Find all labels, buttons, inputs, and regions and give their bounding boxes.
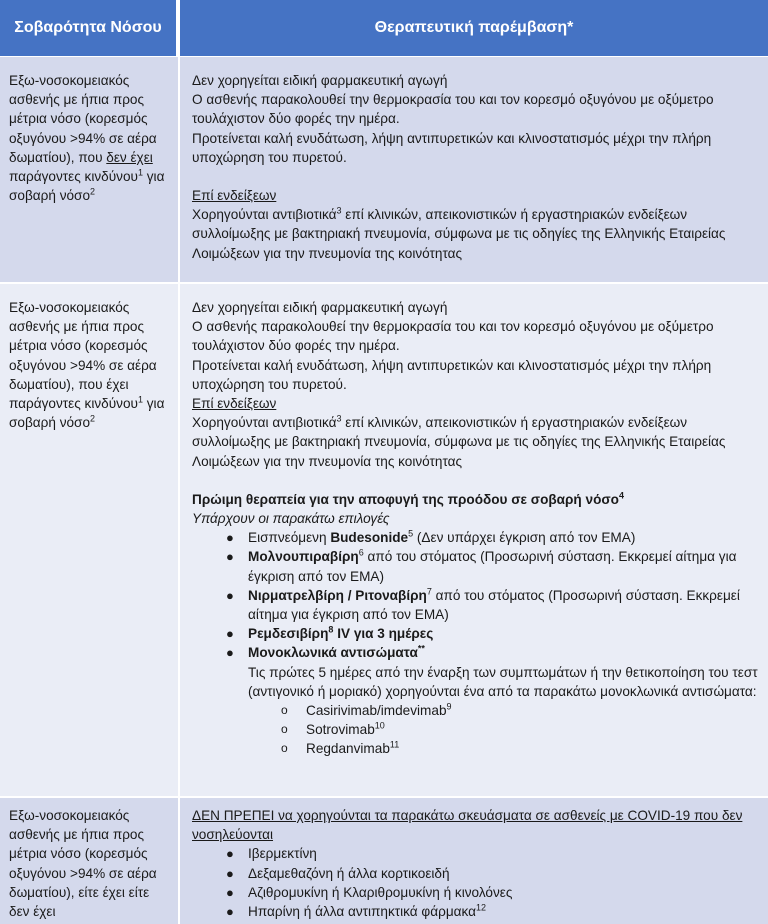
intervention-cell	[192, 806, 760, 921]
row-no-risk-factors	[0, 56, 768, 282]
severity-text: για σοβαρή νόσο	[9, 169, 165, 204]
hydration-text: Προτείνεται καλή ενυδάτωση, λήψη αντιπυρετικών και κλινοστατισμός μέχρι την πλήρη υποχώρηση του πυρετού.	[192, 357, 712, 392]
list-item: o Sotrovimab$^{10}$	[192, 720, 760, 739]
bullet-icon: ●	[226, 865, 234, 881]
list-item: ● Δεξαμεθαζόνη ή άλλα κορτικοειδή	[192, 864, 760, 883]
no-specific-treatment: Δεν χορηγείται ειδική φαρμακευτική αγωγή	[192, 300, 448, 315]
severity-text: για σοβαρή νόσο	[9, 396, 165, 431]
circle-bullet-icon: o	[281, 722, 288, 737]
footnote-ref: 3	[336, 205, 342, 216]
bullet-icon: ●	[226, 904, 234, 920]
intervention-cell	[192, 71, 760, 263]
bullet-icon: ●	[226, 645, 234, 661]
monitoring-text: Ο ασθενής παρακολουθεί την θερμοκρασία του και τον κορεσμό οξυγόνου με οξύμετρο τουλάχιστον δύο φορές την ημέρα.	[192, 92, 714, 127]
circle-bullet-icon: o	[281, 741, 288, 756]
antibiotics-text: Χορηγούνται αντιβιοτικά$^3$ επί κλινικών, απεικονιστικών ή εργαστηριακών ενδείξεων συλλοίμωξης με βακτηριακή πνευμονία, σύμφωνα με τις οδηγίες της Ελληνικής Εταιρείας Λοιμώξεων για την πνευμονία της κοινότητας	[192, 205, 726, 261]
bullet-icon: ●	[226, 626, 234, 642]
footnote-ref: 4	[618, 490, 624, 501]
list-item: ● Ιβερμεκτίνη	[192, 844, 760, 863]
header-intervention: Θεραπευτική παρέμβαση*	[180, 0, 768, 56]
antibiotics-text: Χορηγούνται αντιβιοτικά$^3$ επί κλινικών, απεικονιστικών ή εργαστηριακών ενδείξεων συλλοίμωξης με βακτηριακή πνευμονία, σύμφωνα με τις οδηγίες της Ελληνικής Εταιρείας Λοιμώξεων για την πνευμονία της κοινότητας	[192, 413, 726, 469]
footnote-ref: 1	[137, 394, 143, 405]
footnote-ref: 3	[336, 413, 342, 424]
footnote-ref: 1	[137, 167, 143, 178]
severity-cell: Εξω-νοσοκομειακός ασθενής με ήπια προς μέτρια νόσο (κορεσμός οξυγόνου >94% σε αέρα δωματίου), είτε έχει είτε δεν έχει	[9, 808, 157, 920]
list-item: ● Νιρματρελβίρη / Ριτοναβίρη$^7$ από του στόματος (Προσωρινή σύσταση. Εκκρεμεί αίτημα για έγκριση από τον EMA)	[226, 586, 740, 623]
header-severity: Σοβαρότητα Νόσου	[0, 0, 178, 56]
row-contraindicated	[0, 797, 768, 924]
list-item: o Regdanvimab$^{11}$	[192, 739, 760, 758]
contraindicated-list	[192, 844, 760, 921]
mab-description: Τις πρώτες 5 ημέρες από την έναρξη των συμπτωμάτων ή την θετικοποίηση του τεστ (αντιγονικό ή μοριακό) χορηγούνται ένα από τα παρακάτω μονοκλωνικά αντισώματα:	[248, 664, 758, 699]
severity-text: Εξω-νοσοκομειακός ασθενής με ήπια προς μέτρια νόσο (κορεσμός οξυγόνου >94% σε αέρα δωματίου), που έχει παράγοντες κινδύνου	[9, 300, 157, 412]
bullet-icon: ●	[226, 530, 234, 546]
severity-cell	[9, 71, 173, 205]
treatment-options-list	[192, 528, 760, 662]
indications-title: Επί ενδείξεων	[192, 396, 277, 412]
list-item: ● Μονοκλωνικά αντισώματα**	[192, 643, 760, 662]
warning-text: ΔΕΝ ΠΡΕΠΕΙ να χορηγούνται τα παρακάτω σκευάσματα σε ασθενείς με COVID-19 που δεν νοσηλεύονται	[192, 808, 743, 843]
list-item: ● Αζιθρομυκίνη ή Κλαριθρομυκίνη ή κινολόνες	[192, 883, 760, 902]
list-item: ● Μολνουπιραβίρη$^6$ από του στόματος (Προσωρινή σύσταση. Εκκρεμεί αίτημα για έγκριση από τον EMA)	[226, 547, 737, 584]
severity-text: παράγοντες κινδύνου	[9, 169, 138, 185]
monitoring-text: Ο ασθενής παρακολουθεί την θερμοκρασία του και τον κορεσμό οξυγόνου με οξύμετρο τουλάχιστον δύο φορές την ημέρα.	[192, 319, 714, 354]
early-treatment-title: Πρώιμη θεραπεία για την αποφυγή της προόδου σε σοβαρή νόσο$^4$	[192, 490, 624, 507]
severity-emphasis: δεν έχει	[106, 149, 153, 165]
list-item: ● Ηπαρίνη ή άλλα αντιπηκτικά φάρμακα$^{12}$	[192, 902, 760, 921]
mab-list	[192, 701, 760, 759]
bullet-icon: ●	[226, 587, 234, 603]
hydration-text: Προτείνεται καλή ενυδάτωση, λήψη αντιπυρετικών και κλινοστατισμός μέχρι την πλήρη υποχώρηση του πυρετού.	[192, 130, 712, 165]
indications-title: Επί ενδείξεων	[192, 188, 277, 204]
list-item: o Casirivimab/imdevimab$^9$	[192, 701, 760, 720]
list-item: ● Εισπνεόμενη Budesonide$^5$ (Δεν υπάρχει έγκριση από τον EMA)	[192, 528, 760, 547]
column-divider	[178, 56, 180, 924]
no-specific-treatment: Δεν χορηγείται ειδική φαρμακευτική αγωγή	[192, 73, 448, 88]
list-item: ● Ρεμδεσιβίρη$^8$ IV για 3 ημέρες	[192, 624, 760, 643]
intervention-cell	[192, 298, 760, 759]
options-text: Υπάρχουν οι παρακάτω επιλογές	[192, 511, 390, 527]
bullet-icon: ●	[226, 846, 234, 862]
row-with-risk-factors	[0, 283, 768, 796]
severity-cell	[9, 298, 173, 432]
severity-text: Εξω-νοσοκομειακός ασθενής με ήπια προς μέτρια νόσο (κορεσμός οξυγόνου >94% σε αέρα δωματίου), που	[9, 73, 157, 165]
footnote-ref: 2	[90, 413, 96, 424]
footnote-ref: 2	[90, 186, 96, 197]
bullet-icon: ●	[226, 549, 234, 565]
circle-bullet-icon: o	[281, 703, 288, 718]
bullet-icon: ●	[226, 884, 234, 900]
